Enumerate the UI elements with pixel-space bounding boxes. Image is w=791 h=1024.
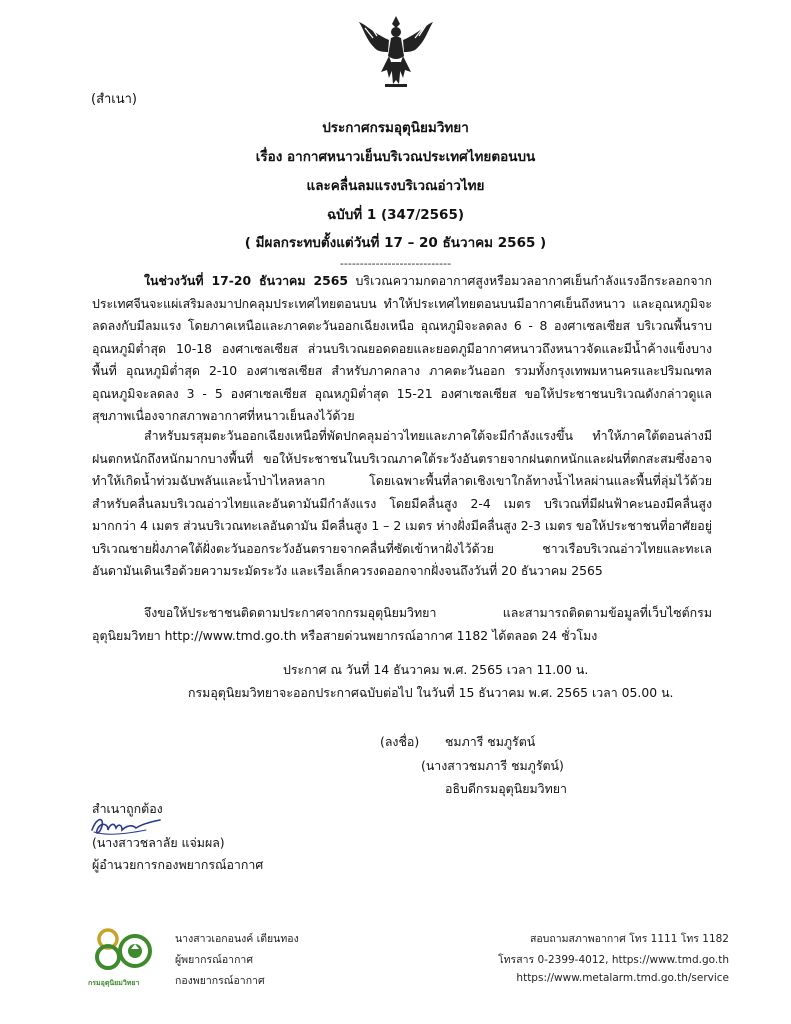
paragraph-2: สำหรับมรสุมตะวันออกเฉียงเหนือที่พัดปกคลุมอ่าวไทยและภาคใต้จะมีกำลังแรงขึ้น ทำให้ภาคใต้ตอนล่างมีฝนตกหนักถึงหนักมากบางพื้นที่ ขอให้ประชาชนในบริเวณภาคใต้ระวังอันตรายจากฝนตกหนักและฝนที่ตกสะสมซึ่งอาจทำให้เกิดน้ำท่วมฉับพลันและน้ำป่าไหลหลาก โดยเฉพาะพื้นที่ลาดเชิงเขาใกล้ทางน้ำไหลผ่านและพื้นที่ลุ่มไว้ด้วย สำหรับคลื่นลมบริเวณอ่าวไทยและอันดามันมีกำลังแรง โดยมีคลื่นสูง 2-4 เมตร บริเวณที่มีฝนฟ้าคะนองมีคลื่นสูงมากกว่า 4 เมตร ส่วนบริเวณทะเลอันดามัน มีคลื่นสูง 1 – 2 เมตร ห่างฝั่งมีคลื่นสูง 2-3 เมตร ขอให้ประชาชนที่อาศัยอยู่บริเวณชายฝั่งภาคใต้ฝั่งตะวันออกระวังอันตรายจากคลื่นที่ซัดเข้าหาฝั่งไว้ด้วย ชาวเรือบริเวณอ่าวไทยและทะเลอันดามันเดินเรือด้วยความระมัดระวัง และเรือเล็กควรงดออกจากฝั่งจนถึงวันที่ 20 ธันวาคม 2565 — [92, 428, 712, 578]
subject-line-2: และคลื่นลมแรงบริเวณอ่าวไทย — [306, 178, 485, 194]
certifier-position: ผู้อำนวยการกองพยากรณ์อากาศ — [92, 857, 264, 872]
certifier-name: (นางสาวชลาลัย แจ่มผล) — [92, 835, 225, 850]
signatory-position: อธิบดีกรมอุตุนิยมวิทยา — [445, 781, 567, 796]
subject-line: เรื่อง อากาศหนาวเย็นบริเวณประเทศไทยตอนบน — [255, 149, 536, 165]
paragraph-3: จึงขอให้ประชาชนติดตามประกาศจากกรมอุตุนิยมวิทยา และสามารถติดตามข้อมูลที่เว็บไซต์กรมอุตุนิยมวิทยา http://www.tmd.go.th หรือสายด่วนพยากรณ์อากาศ 1182 ได้ตลอด 24 ชั่วโมง — [92, 605, 712, 643]
issue-number: ฉบับที่ 1 (347/2565) — [326, 207, 465, 223]
logo-text: กรมอุตุนิยมวิทยา — [88, 979, 140, 987]
contact-fax-web[interactable]: โทรสาร 0-2399-4012, https://www.tmd.go.th — [498, 954, 729, 966]
forecaster-role: ผู้พยากรณ์อากาศ — [175, 954, 253, 966]
garuda-emblem-icon — [355, 12, 437, 94]
copy-mark: (สำเนา) — [91, 92, 138, 107]
contact-phone: สอบถามสภาพอากาศ โทร 1111 โทร 1182 — [529, 933, 729, 945]
announce-date-line: ประกาศ ณ วันที่ 14 ธันวาคม พ.ศ. 2565 เวลา 11.00 น. — [283, 662, 589, 677]
forecaster-division: กองพยากรณ์อากาศ — [175, 975, 265, 987]
signatory-full-name: (นางสาวชมภารี ชมภูรัตน์) — [421, 758, 564, 773]
signed-name: ชมภารี ชมภูรัตน์ — [445, 734, 536, 749]
paragraph-1 — [92, 270, 712, 428]
signed-label: (ลงชื่อ) — [380, 734, 420, 749]
paragraph-1-text: บริเวณความกดอากาศสูงหรือมวลอากาศเย็นกำลังแรงอีกระลอกจากประเทศจีนจะแผ่เสริมลงมาปกคลุมประเทศไทยตอนบน ทำให้ประเทศไทยตอนบนมีอากาศเย็นถึงหนาว และอุณหภูมิจะลดลงกับมีลมแรง โดยภาคเหนือและภาคตะวันออกเฉียงเหนือ อุณหภูมิจะลดลง 6 - 8 องศาเซลเซียส บริเวณพื้นราบอุณหภูมิต่ำสุด 10-18 องศาเซลเซียส ส่วนบริเวณยอดดอยและยอดภูมีอากาศหนาวถึงหนาวจัดและมีน้ำค้างแข็งบางพื้นที่ อุณหภูมิต่ำสุด 2-10 องศาเซลเซียส สำหรับภาคกลาง ภาคตะวันออก รวมทั้งกรุงเทพมหานครและปริมณฑล อุณหภูมิจะลดลง 3 - 5 องศาเซลเซียส อุณหภูมิต่ำสุด 15-21 องศาเซลเซียส ขอให้ประชาชนบริเวณดังกล่าวดูแลสุขภาพเนื่องจากสภาพอากาศที่หนาวเย็นลงไว้ด้วย — [92, 273, 712, 423]
announcement-title: ประกาศกรมอุตุนิยมวิทยา — [322, 120, 469, 136]
divider: ---------------------------- — [339, 257, 452, 270]
next-issue-line: กรมอุตุนิยมวิทยาจะออกประกาศฉบับต่อไป ในวันที่ 15 ธันวาคม พ.ศ. 2565 เวลา 05.00 น. — [188, 685, 674, 700]
certified-copy-label: สำเนาถูกต้อง — [92, 801, 163, 816]
paragraph-1-lead: ในช่วงวันที่ 17-20 ธันวาคม 2565 — [144, 273, 348, 288]
metalarm-link[interactable]: https://www.metalarm.tmd.go.th/service — [516, 972, 729, 984]
effective-dates: ( มีผลกระทบตั้งแต่วันที่ 17 – 20 ธันวาคม 2565 ) — [244, 235, 547, 251]
forecaster-name: นางสาวเอกอนงค์ เตียนทอง — [175, 933, 299, 945]
